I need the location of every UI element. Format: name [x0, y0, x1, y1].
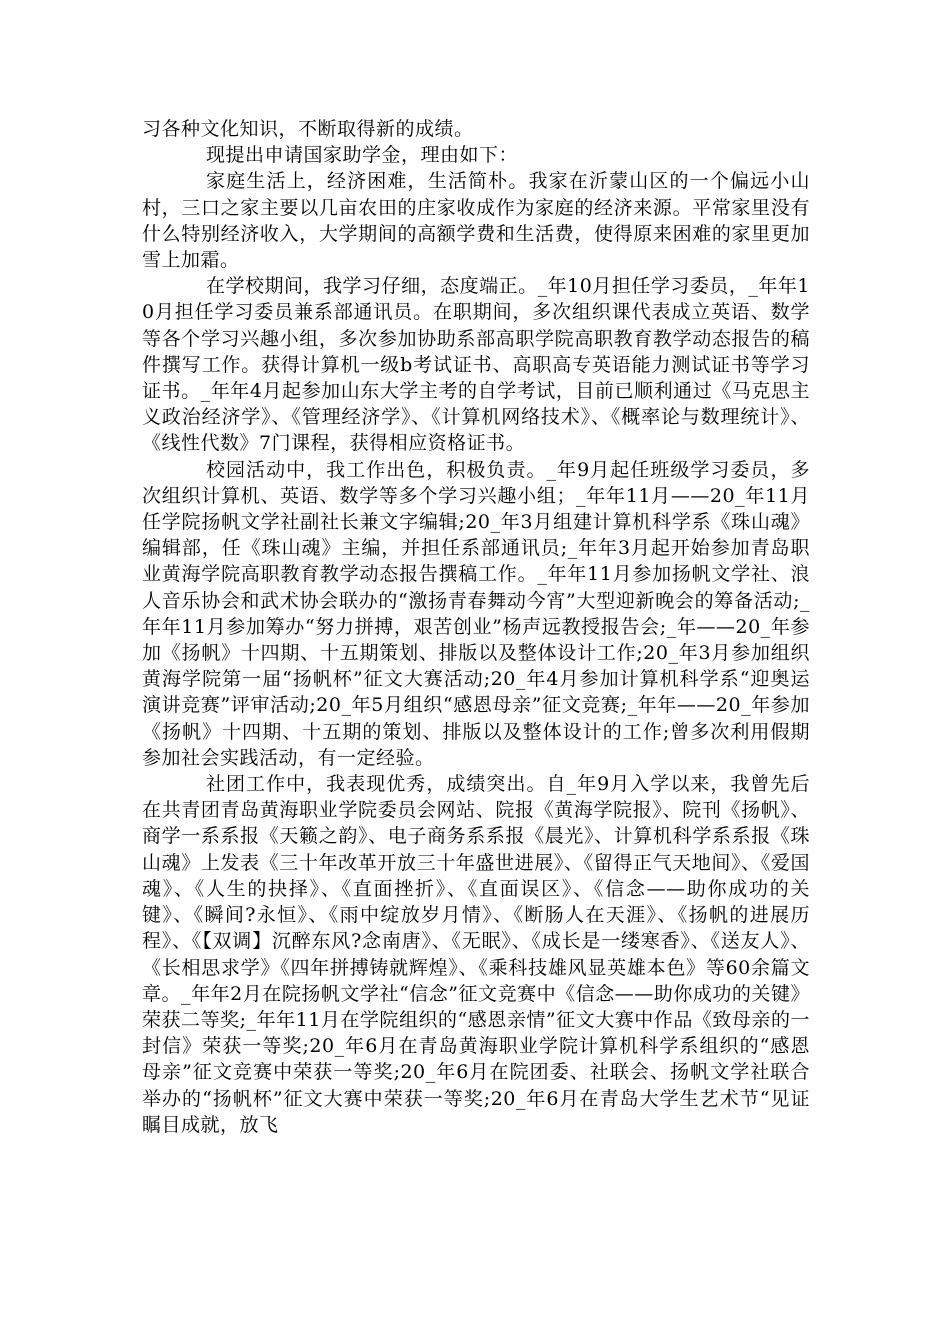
paragraph-campus-activities: 校园活动中，我工作出色，积极负责。_年9月起任班级学习委员，多次组织计算机、英语、数学等多个学习兴趣小组；_年年11月——20_年11月任学院扬帆文学社副社长兼文字编辑;20_年3月组建计算机科学系《珠山魂》编辑部，任《珠山魂》主编，并担任系部通讯员;_年年3月起开始参加青岛职业黄海学院高职教育教学动态报告撰稿工作。_年年11月参加扬帆文学社、浪人音乐协会和武术协会联办的“激扬青春舞动今宵”大型迎新晚会的筹备活动;_年年11月参加筹办“努力拼搏，艰苦创业”杨声远教授报告会;_年——20_年参加《扬帆》十四期、十五期策划、排版以及整体设计工作;20_年3月参加组织黄海学院第一届“扬帆杯”征文大赛活动;20_年4月参加计算机科学系“迎奥运演讲竞赛”评审活动;20_年5月组织“感恩母亲”征文竞赛;_年年——20_年参加《扬帆》十四期、十五期的策划、排版以及整体设计的工作;曾多次利用假期参加社会实践活动，有一定经验。	[142, 458, 810, 769]
paragraph-family-situation: 家庭生活上，经济困难，生活简朴。我家在沂蒙山区的一个偏远小山村，三口之家主要以几亩农田的庄家收成作为家庭的经济来源。平常家里没有什么特别经济收入，大学期间的高额学费和生活费，使得原来困难的家里更加雪上加霜。	[142, 170, 810, 272]
document-page	[142, 116, 810, 1138]
paragraph-continuation: 习各种文化知识，不断取得新的成绩。	[142, 118, 474, 140]
paragraph-club-work: 社团工作中，我表现优秀，成绩突出。自_年9月入学以来，我曾先后在共青团青岛黄海职业学院委员会网站、院报《黄海学院报》、院刊《扬帆》、商学一系系报《天籁之韵》、电子商务系系报《晨光》、计算机科学系系报《珠山魂》上发表《三十年改革开放三十年盛世进展》、《留得正气天地间》、《爱国魂》、《人生的抉择》、《直面挫折》、《直面误区》、《信念——助你成功的关键》、《瞬间?永恒》、《雨中绽放岁月情》、《断肠人在天涯》、《扬帆的进展历程》、《【双调】沉醉东风?念南唐》、《无眠》、《成长是一缕寒香》、《送友人》、《长相思求学》《四年拼搏铸就辉煌》、《乘科技雄风显英雄本色》等60余篇文章。_年年2月在院扬帆文学社“信念”征文竞赛中《信念——助你成功的关键》荣获二等奖;_年年11月在学院组织的“感恩亲情”征文大赛中作品《致母亲的一封信》荣获一等奖;20_年6月在青岛黄海职业学院计算机科学系组织的“感恩母亲”征文竞赛中荣获一等奖;20_年6月在院团委、社联会、扬帆文学社联合举办的“扬帆杯”征文大赛中荣获一等奖;20_年6月在青岛大学生艺术节“见证瞩目成就，放飞	[142, 773, 810, 1136]
paragraph-study-record: 在学校期间，我学习仔细，态度端正。_年10月担任学习委员，_年年10月担任学习委员兼系部通讯员。在职期间，多次组织课代表成立英语、数学等各个学习兴趣小组，多次参加协助系部高职学院高职教育教学动态报告的稿件撰写工作。获得计算机一级b考试证书、高职高专英语能力测试证书等学习证书。_年年4月起参加山东大学主考的自学考试，目前已顺利通过《马克思主义政治经济学》、《管理经济学》、《计算机网络技术》、《概率论与数理统计》、《线性代数》7门课程，获得相应资格证书。	[142, 275, 810, 455]
paragraph-application-intro: 现提出申请国家助学金，理由如下：	[206, 144, 519, 167]
